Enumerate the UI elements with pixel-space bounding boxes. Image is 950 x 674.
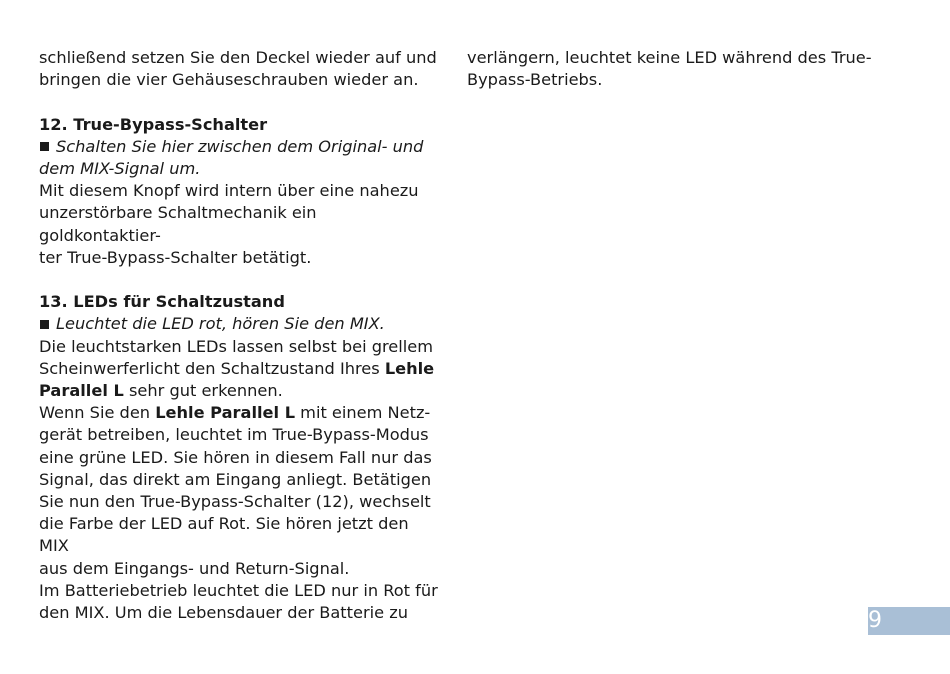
brand-name: Parallel L bbox=[39, 381, 124, 401]
page-number-tab bbox=[868, 607, 950, 635]
section-13-heading: 13. LEDs für Schaltzustand bbox=[39, 292, 285, 312]
continuation-line-1: verlängern, leuchtet keine LED während des True- bbox=[467, 48, 872, 67]
section-12-lead-line-1: Schalten Sie hier zwischen dem Original- und bbox=[39, 136, 439, 158]
section-12-body-line-3: ter True-Bypass-Schalter betätigt. bbox=[39, 247, 312, 267]
section-12-body-line-2: unzerstörbare Schaltmechanik ein goldkontaktier- bbox=[39, 203, 317, 245]
section-13-lead: Leuchtet die LED rot, hören Sie den MIX. bbox=[39, 313, 439, 335]
section-13-p1-line-1: Die leuchtstarken LEDs lassen selbst bei grellem bbox=[39, 336, 433, 356]
continuation-line-2: Bypass-Betriebs. bbox=[467, 70, 603, 90]
intro-line-1: schließend setzen Sie den Deckel wieder auf und bbox=[39, 48, 437, 67]
section-13-p2-line-6: die Farbe der LED auf Rot. Sie hören jetzt den MIX bbox=[39, 514, 409, 556]
section-13-p3-line-1: Im Batteriebetrieb leuchtet die LED nur in Rot für bbox=[39, 580, 438, 600]
section-12-heading: 12. True-Bypass-Schalter bbox=[39, 114, 268, 134]
section-13-p2-line-2: gerät betreiben, leuchtet im True-Bypass-Modus bbox=[39, 425, 429, 445]
section-12-body-line-1: Mit diesem Knopf wird intern über eine nahezu bbox=[39, 181, 419, 201]
square-bullet-icon bbox=[40, 320, 49, 329]
intro-line-2: bringen die vier Gehäuseschrauben wieder an. bbox=[39, 70, 419, 90]
section-13-p2-line-5: Sie nun den True-Bypass-Schalter (12), wechselt bbox=[39, 492, 431, 512]
section-13-p1-line-2: Scheinwerferlicht den Schaltzustand Ihres Lehle bbox=[39, 358, 435, 378]
section-13-p2-line-1: Wenn Sie den Lehle Parallel L mit einem Netz- bbox=[39, 403, 431, 423]
brand-name: Lehle Parallel L bbox=[155, 403, 296, 423]
section-13-p2-line-7: aus dem Eingangs- und Return-Signal. bbox=[39, 558, 350, 578]
square-bullet-icon bbox=[40, 142, 49, 151]
section-12-lead-line-2: dem MIX-Signal um. bbox=[39, 159, 201, 178]
section-13-p2-line-3: eine grüne LED. Sie hören in diesem Fall nur das bbox=[39, 447, 432, 467]
right-column bbox=[467, 47, 907, 91]
section-13-p2-line-4: Signal, das direkt am Eingang anliegt. Betätigen bbox=[39, 469, 432, 489]
left-column bbox=[39, 47, 439, 624]
page-number: 9 bbox=[868, 608, 882, 633]
section-13-p1-line-3: Parallel L sehr gut erkennen. bbox=[39, 381, 283, 401]
section-13-p3-line-2: den MIX. Um die Lebensdauer der Batterie zu bbox=[39, 603, 408, 623]
brand-name: Lehle bbox=[384, 358, 435, 378]
